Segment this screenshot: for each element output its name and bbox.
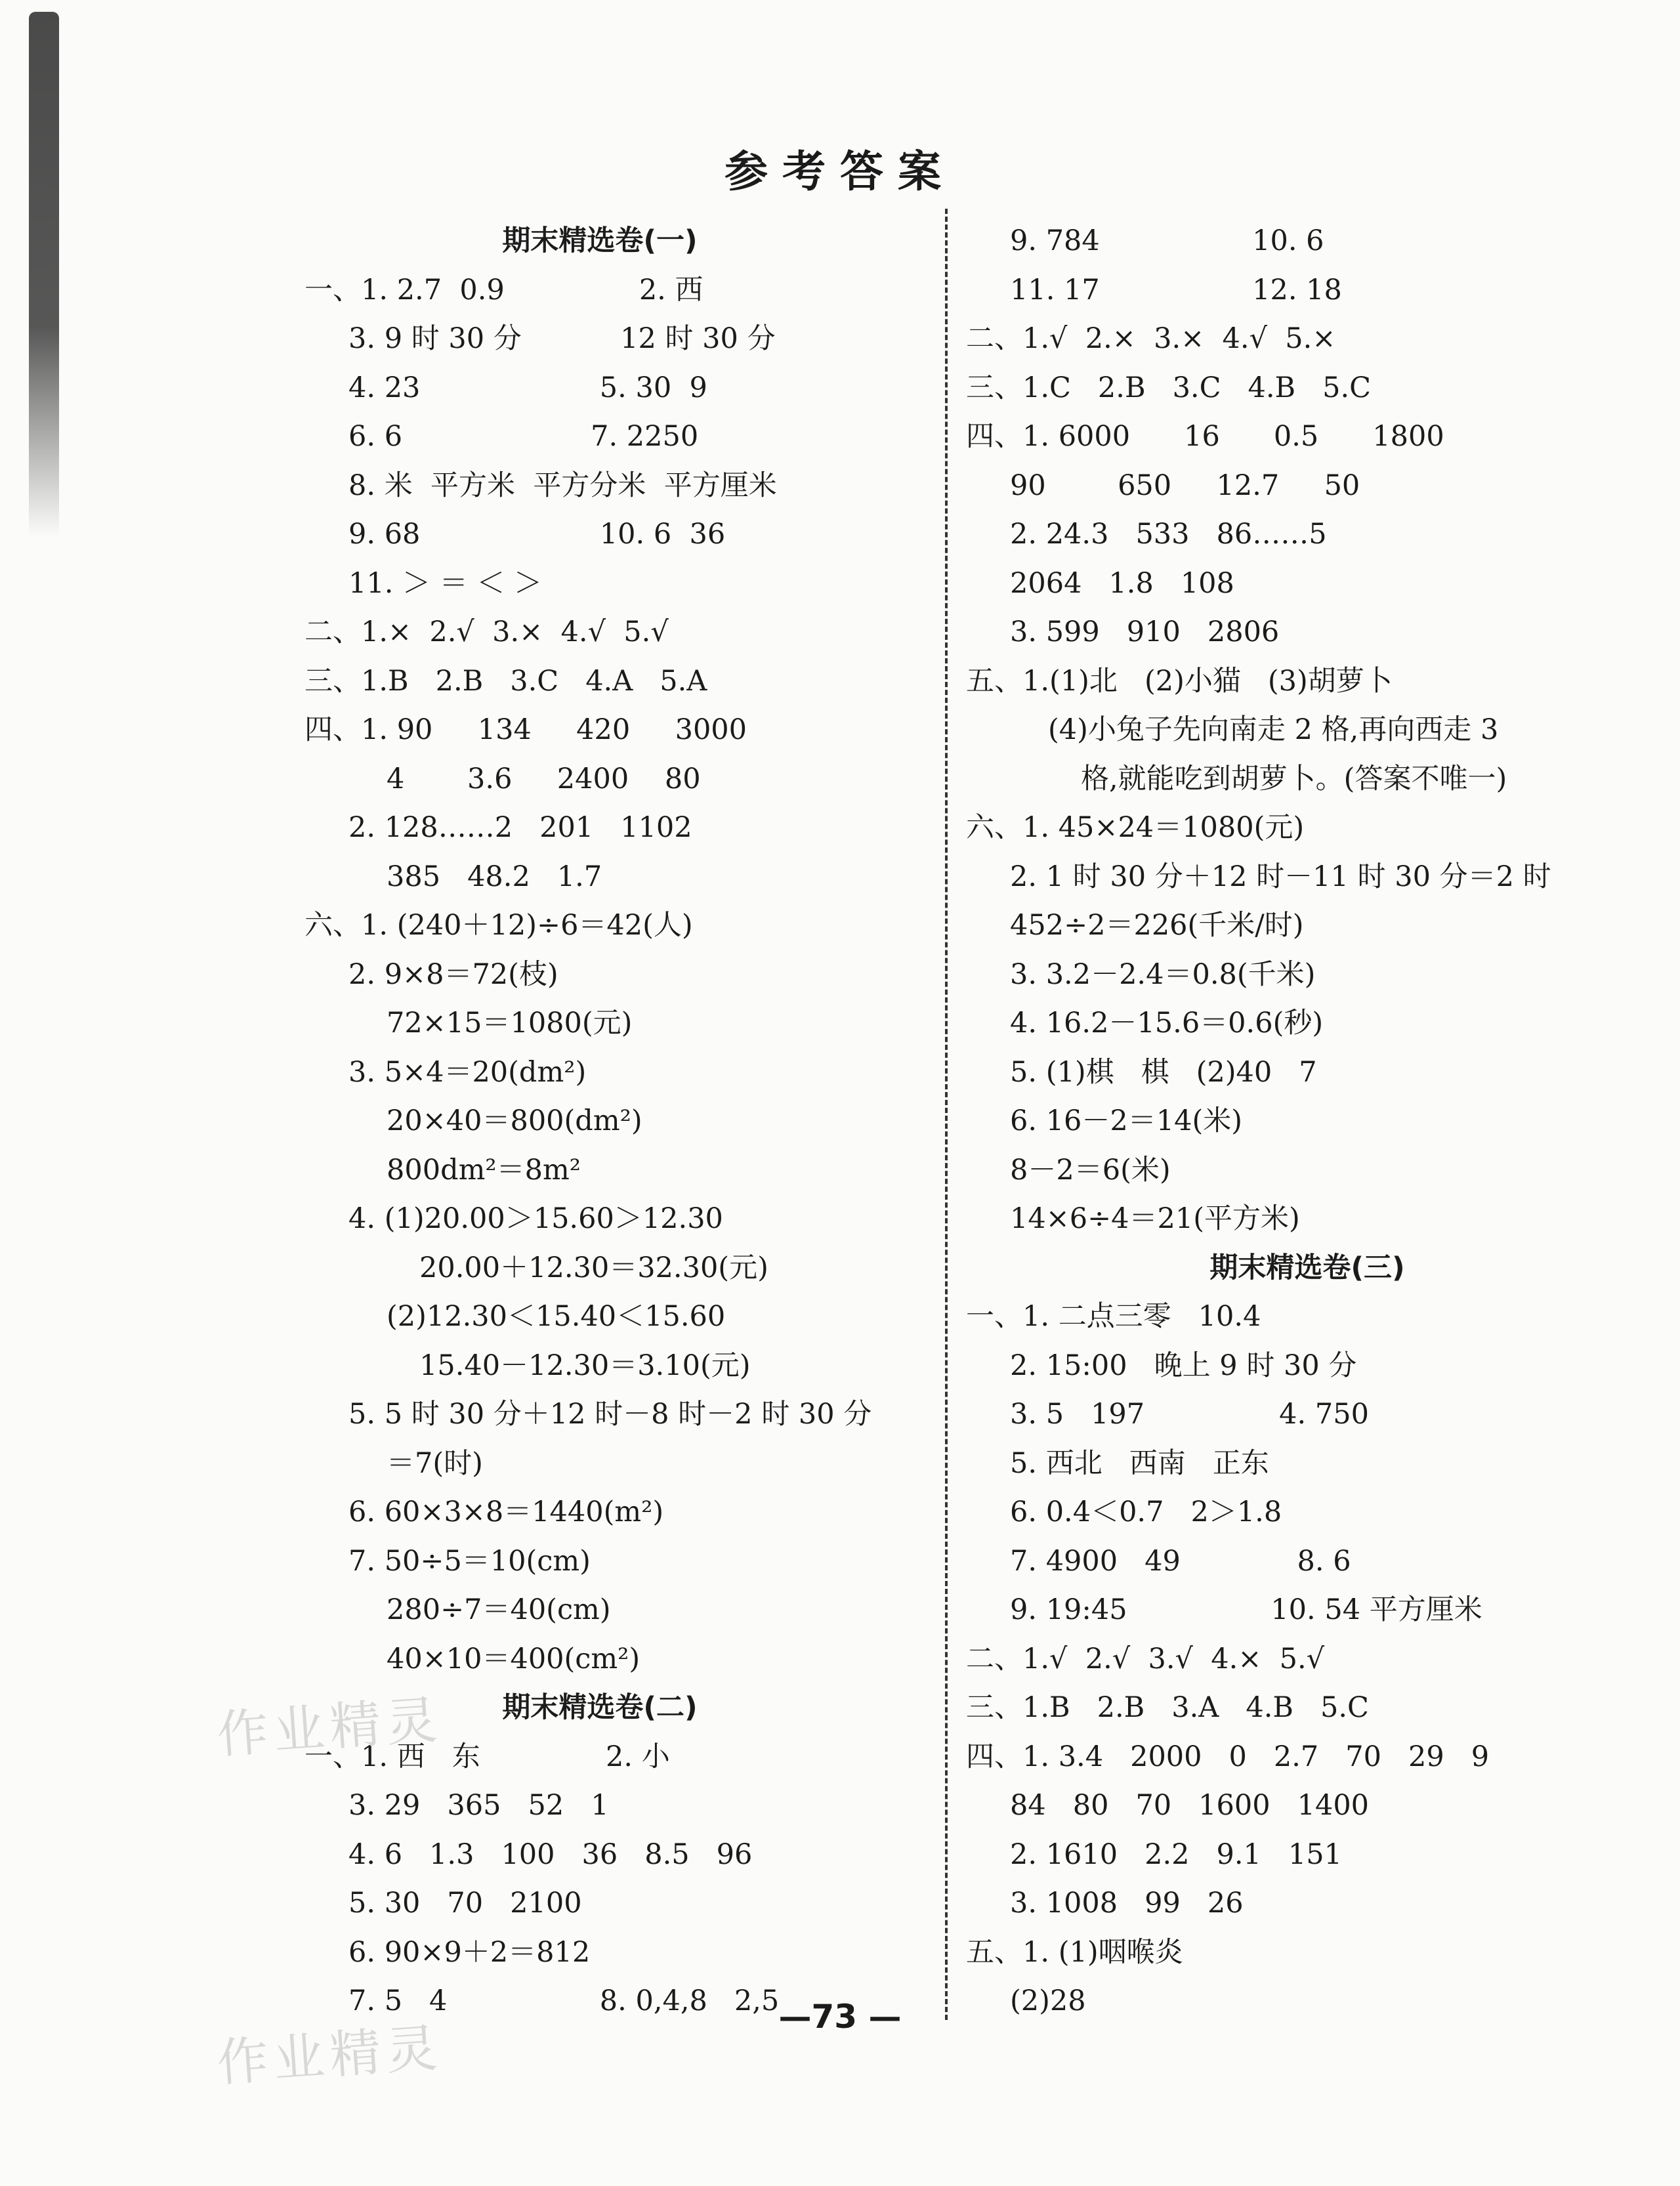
answer-line: 五、1.(1)北 (2)小猫 (3)胡萝卜 <box>966 664 1393 698</box>
answer-line: 7. 4900 49 8. 6 <box>1010 1544 1351 1578</box>
answer-line: 14×6÷4＝21(平方米) <box>1010 1202 1300 1235</box>
answer-line: 11. ＞ ＝ ＜ ＞ <box>348 566 543 600</box>
answer-line: 六、1. (240＋12)÷6＝42(人) <box>304 909 693 942</box>
answer-line: 3. 1008 99 26 <box>1010 1887 1244 1920</box>
answer-line: 6. 6 7. 2250 <box>348 420 699 453</box>
answer-line: 800dm²＝8m² <box>387 1153 581 1187</box>
section-heading: 期末精选卷(二) <box>502 1691 698 1724</box>
answer-line: 9. 68 10. 6 36 <box>348 518 726 551</box>
answer-line: 280÷7＝40(cm) <box>387 1593 611 1626</box>
answer-line: 3. 5 197 4. 750 <box>1010 1398 1369 1431</box>
answer-line: 一、1. 西 东 2. 小 <box>304 1740 670 1773</box>
answer-line: 2. 24.3 533 86……5 <box>1010 518 1327 551</box>
answer-line: 11. 17 12. 18 <box>1010 273 1342 306</box>
answer-line: 五、1. (1)咽喉炎 <box>966 1935 1183 1969</box>
answer-line: 6. 60×3×8＝1440(m²) <box>348 1496 664 1528</box>
answer-line: 15.40－12.30＝3.10(元) <box>419 1349 751 1382</box>
answer-line: 4. 6 1.3 100 36 8.5 96 <box>348 1838 753 1871</box>
answer-line: 40×10＝400(cm²) <box>387 1642 640 1675</box>
answer-line: 72×15＝1080(元) <box>387 1007 633 1040</box>
answer-line: 二、1.× 2.√ 3.× 4.√ 5.√ <box>304 616 669 648</box>
answer-line: 8. 米 平方米 平方分米 平方厘米 <box>348 469 777 502</box>
answer-line: 三、1.B 2.B 3.C 4.A 5.A <box>304 664 707 698</box>
section-heading: 期末精选卷(一) <box>502 224 698 257</box>
answer-line: 2064 1.8 108 <box>1010 566 1234 600</box>
answer-line: 452÷2＝226(千米/时) <box>1010 909 1304 942</box>
page-number: —73 — <box>778 1998 902 2036</box>
answer-line: 2. 1 时 30 分＋12 时－11 时 30 分＝2 时 <box>1010 860 1551 893</box>
answer-line: (4)小兔子先向南走 2 格,再向西走 3 <box>1048 713 1499 746</box>
answer-line: (2)12.30＜15.40＜15.60 <box>387 1300 726 1333</box>
answer-line: 5. (1)棋 棋 (2)40 7 <box>1010 1055 1317 1089</box>
section-heading: 期末精选卷(三) <box>1209 1251 1405 1284</box>
watermark-stamp: 作业精灵 <box>215 1691 445 1765</box>
answer-line: 4 3.6 2400 80 <box>387 762 701 795</box>
answer-line: 4. 23 5. 30 9 <box>348 371 707 404</box>
answer-line: 四、1. 6000 16 0.5 1800 <box>966 420 1444 453</box>
page-title: 参考答案 <box>724 146 956 197</box>
answer-line: 一、1. 二点三零 10.4 <box>966 1300 1261 1333</box>
watermark-stamp: 作业精灵 <box>215 2019 445 2093</box>
answer-line: 7. 5 4 8. 0,4,8 2,5 <box>348 1985 780 2017</box>
answer-line: (2)28 <box>1010 1985 1086 2017</box>
answer-line: 84 80 70 1600 1400 <box>1010 1789 1370 1822</box>
answer-line: ＝7(时) <box>387 1446 483 1480</box>
answer-line: 六、1. 45×24＝1080(元) <box>966 811 1305 844</box>
answer-line: 一、1. 2.7 0.9 2. 西 <box>304 273 704 306</box>
answer-line: 6. 0.4＜0.7 2＞1.8 <box>1010 1496 1282 1528</box>
answer-line: 2. 1610 2.2 9.1 151 <box>1010 1838 1342 1871</box>
answer-line: 5. 30 70 2100 <box>348 1887 582 1920</box>
answer-line: 格,就能吃到胡萝卜。(答案不唯一) <box>1081 762 1507 795</box>
column-divider <box>945 209 948 2020</box>
answer-line: 二、1.√ 2.× 3.× 4.√ 5.× <box>966 322 1336 355</box>
answer-line: 6. 16－2＝14(米) <box>1010 1104 1243 1137</box>
answer-line: 385 48.2 1.7 <box>387 860 602 893</box>
answer-line: 6. 90×9＋2＝812 <box>348 1935 591 1969</box>
answer-line: 三、1.C 2.B 3.C 4.B 5.C <box>966 371 1372 404</box>
scan-edge-shadow <box>29 12 59 537</box>
answer-line: 90 650 12.7 50 <box>1010 469 1360 502</box>
answer-line: 4. (1)20.00＞15.60＞12.30 <box>348 1202 723 1235</box>
answer-line: 20×40＝800(dm²) <box>387 1104 642 1137</box>
answer-line: 四、1. 90 134 420 3000 <box>304 713 747 746</box>
answer-line: 5. 5 时 30 分＋12 时－8 时－2 时 30 分 <box>348 1398 872 1431</box>
answer-line: 二、1.√ 2.√ 3.√ 4.× 5.√ <box>966 1642 1325 1675</box>
answer-line: 3. 29 365 52 1 <box>348 1789 609 1822</box>
answer-line: 20.00＋12.30＝32.30(元) <box>419 1251 768 1284</box>
answer-line: 8－2＝6(米) <box>1010 1153 1171 1187</box>
answer-line: 3. 3.2－2.4＝0.8(千米) <box>1010 957 1316 991</box>
answer-line: 3. 5×4＝20(dm²) <box>348 1055 587 1089</box>
answer-line: 7. 50÷5＝10(cm) <box>348 1544 591 1578</box>
answer-line: 9. 784 10. 6 <box>1010 224 1324 257</box>
answer-line: 2. 9×8＝72(枝) <box>348 957 558 991</box>
answer-line: 9. 19:45 10. 54 平方厘米 <box>1010 1593 1482 1626</box>
answer-line: 5. 西北 西南 正东 <box>1010 1446 1269 1480</box>
answer-line: 四、1. 3.4 2000 0 2.7 70 29 9 <box>966 1740 1490 1773</box>
answer-line: 2. 15:00 晚上 9 时 30 分 <box>1010 1349 1357 1382</box>
answer-line: 4. 16.2－15.6＝0.6(秒) <box>1010 1007 1324 1040</box>
answer-line: 3. 599 910 2806 <box>1010 616 1280 648</box>
answer-line: 3. 9 时 30 分 12 时 30 分 <box>348 322 776 355</box>
answer-line: 三、1.B 2.B 3.A 4.B 5.C <box>966 1691 1369 1724</box>
answer-line: 2. 128……2 201 1102 <box>348 811 692 844</box>
